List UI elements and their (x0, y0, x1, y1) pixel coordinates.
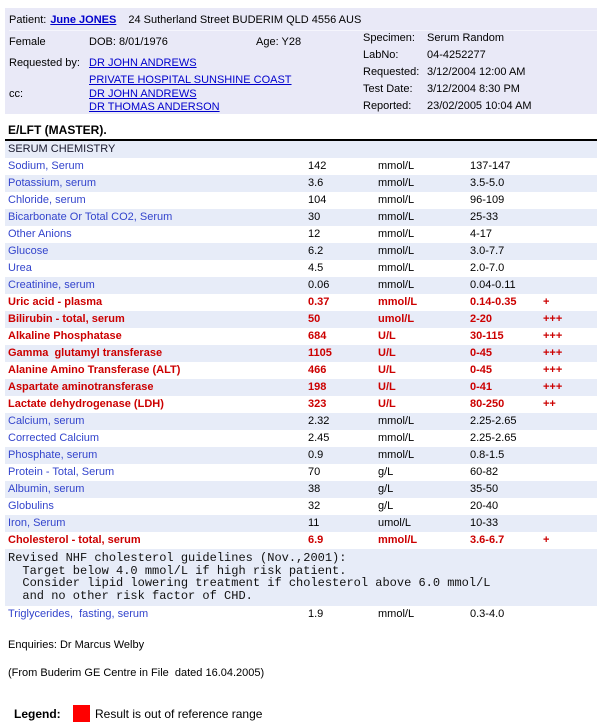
lab-result-row (5, 311, 597, 328)
meta-label: Test Date: (363, 82, 413, 95)
requested-by-label: Requested by: (9, 56, 80, 69)
test-value: 323 (308, 398, 327, 410)
test-name: Glucose (8, 245, 49, 257)
test-value: 30 (308, 211, 321, 223)
test-name: Sodium, Serum (8, 160, 84, 172)
test-value: 4.5 (308, 262, 324, 274)
test-range: 0.8-1.5 (470, 449, 505, 461)
test-unit: U/L (378, 381, 396, 393)
test-value: 6.9 (308, 534, 324, 546)
test-name: Cholesterol - total, serum (8, 534, 141, 546)
test-flag (543, 430, 597, 447)
test-flag (543, 175, 597, 192)
test-flag: +++ (543, 313, 563, 325)
test-unit: g/L (378, 466, 394, 478)
cc-label: cc: (9, 88, 24, 101)
test-flag (543, 260, 597, 277)
lab-result-row (5, 294, 597, 311)
test-unit: mmol/L (378, 432, 415, 444)
note-line: Consider lipid lowering treatment if cholesterol above 6.0 mmol/L (8, 576, 491, 590)
meta-value: 23/02/2005 10:04 AM (427, 99, 532, 112)
test-name: Alanine Amino Transferase (ALT) (8, 364, 181, 376)
meta-row (363, 63, 532, 80)
test-range: 80-250 (470, 398, 505, 410)
lab-result-row (5, 464, 597, 481)
test-name: Protein - Total, Serum (8, 466, 115, 478)
test-range: 2.25-2.65 (470, 432, 517, 444)
out-of-range-swatch-icon (73, 705, 90, 722)
test-range: 4-17 (470, 228, 493, 240)
lab-result-row (5, 243, 597, 260)
meta-label: Specimen: (363, 31, 415, 44)
lab-result-row (5, 481, 597, 498)
test-flag (543, 606, 597, 623)
test-unit: U/L (378, 364, 396, 376)
meta-value: 3/12/2004 8:30 PM (427, 82, 520, 95)
test-name: Corrected Calcium (8, 432, 100, 444)
test-name: Chloride, serum (8, 194, 86, 206)
test-value: 2.45 (308, 432, 330, 444)
test-name: Bilirubin - total, serum (8, 313, 125, 325)
test-name: Gamma glutamyl transferase (8, 347, 163, 359)
test-name: Uric acid - plasma (8, 296, 103, 308)
test-flag (543, 498, 597, 515)
test-unit: mmol/L (378, 211, 415, 223)
test-value: 11 (308, 517, 320, 529)
lab-result-row (5, 498, 597, 515)
note-line: Target below 4.0 mmol/L if high risk patient. (8, 563, 347, 578)
test-value: 70 (308, 466, 321, 478)
test-flag (543, 447, 597, 464)
test-unit: mmol/L (378, 279, 415, 291)
test-range: 3.0-7.7 (470, 245, 505, 257)
test-range: 25-33 (470, 211, 499, 223)
test-range: 3.6-6.7 (470, 534, 505, 546)
lab-result-row (5, 175, 597, 192)
test-flag: + (543, 296, 550, 308)
meta-value: 04-4252277 (427, 48, 486, 61)
test-value: 466 (308, 364, 327, 376)
note-line: and no other risk factor of CHD. (8, 588, 253, 603)
test-name: Alkaline Phosphatase (8, 330, 122, 342)
test-range: 96-109 (470, 194, 505, 206)
test-unit: mmol/L (378, 228, 415, 240)
test-value: 6.2 (308, 245, 324, 257)
cc-recipient-link[interactable]: DR JOHN ANDREWS (89, 87, 197, 100)
results-table (5, 158, 597, 549)
test-value: 50 (308, 313, 321, 325)
test-unit: U/L (378, 347, 396, 359)
test-value: 12 (308, 228, 321, 240)
test-unit: mmol/L (378, 449, 415, 461)
test-range: 0.14-0.35 (470, 296, 517, 308)
test-flag: +++ (543, 364, 563, 376)
test-flag (543, 515, 597, 532)
lab-result-row (5, 226, 597, 243)
test-range: 0-45 (470, 347, 493, 359)
test-unit: U/L (378, 330, 396, 342)
lab-result-row (5, 447, 597, 464)
test-unit: mmol/L (378, 534, 418, 546)
test-value: 0.9 (308, 449, 324, 461)
test-unit: mmol/L (378, 245, 415, 257)
test-flag (543, 481, 597, 498)
lab-result-row (5, 277, 597, 294)
test-flag: +++ (543, 381, 563, 393)
test-name: Albumin, serum (8, 483, 85, 495)
lab-result-row (5, 532, 597, 549)
test-name: Bicarbonate Or Total CO2, Serum (8, 211, 173, 223)
test-flag (543, 226, 597, 243)
legend (14, 705, 597, 722)
test-value: 1105 (308, 347, 332, 359)
test-value: 32 (308, 500, 321, 512)
patient-row (9, 10, 597, 31)
test-value: 38 (308, 483, 321, 495)
test-flag (543, 158, 597, 175)
test-range: 3.5-5.0 (470, 177, 505, 189)
test-unit: U/L (378, 398, 396, 410)
lab-result-row (5, 606, 597, 623)
source-line: (From Buderim GE Centre in File dated 16.04.2005) (8, 667, 265, 679)
test-flag (543, 209, 597, 226)
patient-name-link[interactable]: June JONES (50, 14, 117, 26)
cc-recipient-link[interactable]: PRIVATE HOSPITAL SUNSHINE COAST (89, 74, 292, 86)
meta-row (363, 46, 532, 63)
test-name: Triglycerides, fasting, serum (8, 608, 149, 620)
test-value: 3.6 (308, 177, 324, 189)
test-name: Lactate dehydrogenase (LDH) (8, 398, 164, 410)
test-unit: mmol/L (378, 262, 415, 274)
patient-label: Patient: (9, 14, 47, 26)
lab-result-row (5, 192, 597, 209)
patient-sex: Female (9, 35, 46, 48)
test-unit: g/L (378, 483, 394, 495)
meta-label: Requested: (363, 65, 420, 78)
test-range: 2.0-7.0 (470, 262, 505, 274)
test-range: 2.25-2.65 (470, 415, 517, 427)
test-range: 0.3-4.0 (470, 608, 505, 620)
test-unit: umol/L (378, 517, 412, 529)
results-table-continued (5, 606, 597, 623)
test-value: 104 (308, 194, 327, 206)
test-unit: mmol/L (378, 177, 415, 189)
test-value: 0.06 (308, 279, 330, 291)
lab-result-row (5, 328, 597, 345)
test-range: 2-20 (470, 313, 493, 325)
test-name: Urea (8, 262, 32, 274)
lab-result-row (5, 209, 597, 226)
test-range: 0-45 (470, 364, 493, 376)
report-title: E/LFT (MASTER). (5, 120, 597, 141)
test-flag: +++ (543, 330, 563, 342)
lab-result-row (5, 379, 597, 396)
test-range: 20-40 (470, 500, 499, 512)
test-flag (543, 277, 597, 294)
section-header: SERUM CHEMISTRY (5, 141, 597, 158)
cc-recipient-link[interactable]: DR THOMAS ANDERSON (89, 101, 220, 113)
test-range: 35-50 (470, 483, 499, 495)
test-flag: + (543, 534, 550, 546)
test-unit: mmol/L (378, 160, 415, 172)
meta-row (363, 97, 532, 114)
specimen-meta (363, 29, 532, 114)
test-unit: mmol/L (378, 415, 415, 427)
test-flag (543, 243, 597, 260)
test-flag: ++ (543, 398, 556, 410)
test-name: Iron, Serum (8, 517, 66, 529)
patient-dob: DOB: 8/01/1976 (89, 35, 168, 48)
legend-label: Legend: (14, 706, 61, 721)
test-unit: umol/L (378, 313, 415, 325)
test-unit: g/L (378, 500, 394, 512)
test-value: 0.37 (308, 296, 330, 308)
test-value: 2.32 (308, 415, 330, 427)
test-value: 142 (308, 160, 327, 172)
patient-address: 24 Sutherland Street BUDERIM QLD 4556 AUS (128, 14, 362, 26)
cc-recipient-list (89, 74, 292, 115)
lab-result-row (5, 413, 597, 430)
test-range: 30-115 (470, 330, 504, 342)
test-name: Phosphate, serum (8, 449, 98, 461)
test-range: 10-33 (470, 517, 499, 529)
test-unit: mmol/L (378, 194, 415, 206)
lab-result-row (5, 515, 597, 532)
test-name: Calcium, serum (8, 415, 85, 427)
test-flag (543, 192, 597, 209)
meta-row (363, 29, 532, 46)
test-flag (543, 464, 597, 481)
test-name: Aspartate aminotransferase (8, 381, 154, 393)
lab-result-row (5, 396, 597, 413)
test-name: Creatinine, serum (8, 279, 95, 291)
test-value: 198 (308, 381, 327, 393)
meta-value: 3/12/2004 12:00 AM (427, 65, 526, 78)
meta-label: Reported: (363, 99, 412, 112)
test-name: Potassium, serum (8, 177, 97, 189)
meta-label: LabNo: (363, 48, 399, 61)
lab-result-row (5, 345, 597, 362)
legend-text: Result is out of reference range (95, 706, 263, 721)
cholesterol-guidelines-note (5, 549, 597, 606)
requesting-doctor-link[interactable]: DR JOHN ANDREWS (89, 56, 197, 69)
meta-value: Serum Random (427, 31, 505, 44)
test-range: 0-41 (470, 381, 493, 393)
patient-age: Age: Y28 (256, 35, 302, 48)
enquiries-line: Enquiries: Dr Marcus Welby (8, 639, 145, 651)
test-range: 60-82 (470, 466, 499, 478)
test-unit: mmol/L (378, 296, 418, 308)
test-unit: mmol/L (378, 608, 415, 620)
test-value: 1.9 (308, 608, 324, 620)
test-range: 137-147 (470, 160, 511, 172)
lab-result-row (5, 158, 597, 175)
meta-row (363, 80, 532, 97)
test-name: Globulins (8, 500, 54, 512)
test-value: 684 (308, 330, 327, 342)
lab-result-row (5, 362, 597, 379)
test-flag: +++ (543, 347, 563, 359)
test-name: Other Anions (8, 228, 72, 240)
test-range: 0.04-0.11 (470, 279, 516, 291)
note-line: Revised NHF cholesterol guidelines (Nov.,2001): (8, 551, 347, 565)
lab-result-row (5, 260, 597, 277)
patient-header (5, 8, 597, 114)
test-flag (543, 413, 597, 430)
lab-result-row (5, 430, 597, 447)
